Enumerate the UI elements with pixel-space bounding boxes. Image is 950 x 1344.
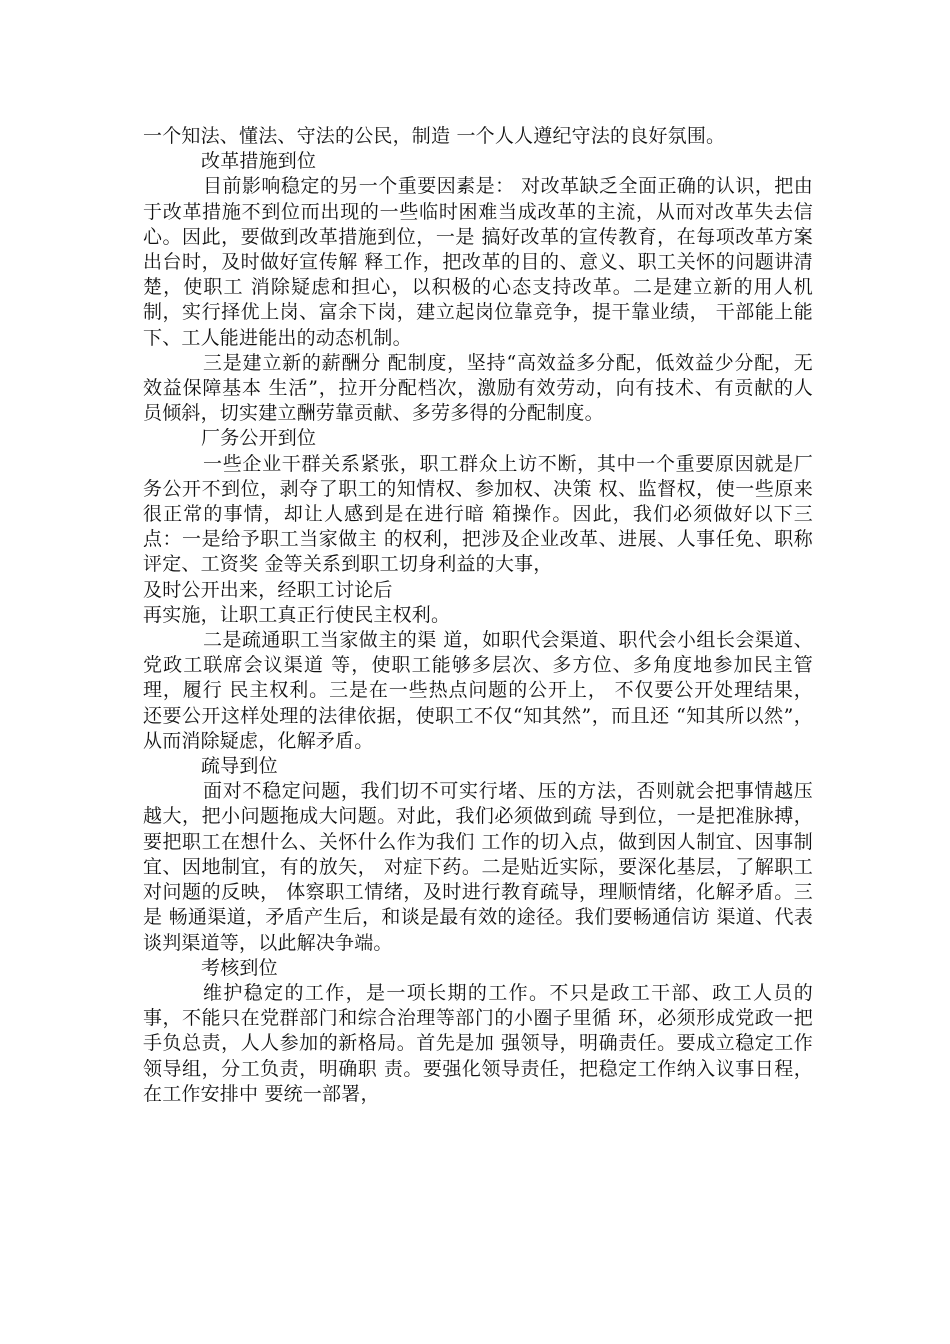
section-heading-assessment: 考核到位 xyxy=(201,956,278,979)
paragraph-reform-1: 目前影响稳定的另一个重要因素是： 对改革缺乏全面正确的认识，把由于改革措施不到位而出现的一些临时困难当成改革的主流，从而对改革失去信心。因此，要做到改革措施到位，一是 搞好改革的宣传教育，在每项改革方案出台时，及时做好宣传解 释工作，把改革的目的、意义、职工关怀的问题讲清楚，使职工 消除疑虑和担心，以积极的心态支持改革。二是建立新的用人机 制，实行择优上岗、富余下岗，建立起岗位靠竞争，提干靠业绩， 干部能上能下、工人能进能出的动态机制。 xyxy=(143,175,813,349)
paragraph-factory-affairs-2: 及时公开出来，经职工讨论后 xyxy=(143,578,393,601)
paragraph-guidance: 面对不稳定问题，我们切不可实行堵、压的方法，否则就会把事情越压越大，把小问题拖成大问题。对此，我们必须做到疏 导到位，一是把准脉搏，要把职工在想什么、关怀什么作为我们 工作的切入点，做到因人制宜、因事制宜、因地制宜，有的放矢， 对症下药。二是贴近实际，要深化基层，了解职工对问题的反映， 体察职工情绪，及时进行教育疏导，理顺情绪，化解矛盾。三是 畅通渠道，矛盾产生后，和谈是最有效的途径。我们要畅通信访 渠道、代表谈判渠道等，以此解决争端。 xyxy=(143,780,813,954)
paragraph-reform-2: 三是建立新的薪酬分 配制度，坚持“高效益多分配，低效益少分配，无效益保障基本 生活”，拉开分配档次，激励有效劳动，向有技术、有贡献的人 员倾斜，切实建立酬劳靠贡献、多劳多得的分配制度。 xyxy=(143,351,813,425)
document-page xyxy=(143,124,813,1107)
section-heading-factory-affairs: 厂务公开到位 xyxy=(201,427,317,450)
paragraph-factory-affairs-3: 再实施，让职工真正行使民主权利。 xyxy=(143,603,451,626)
paragraph-intro-line: 一个知法、懂法、守法的公民，制造 一个人人遵纪守法的良好氛围。 xyxy=(143,125,726,147)
section-heading-reform: 改革措施到位 xyxy=(201,150,317,173)
paragraph-factory-affairs-4: 二是疏通职工当家做主的渠 道，如职代会渠道、职代会小组长会渠道、党政工联席会议渠道 等，使职工能够多层次、多方位、多角度地参加民主管理，履行 民主权利。三是在一些热点问题的公开上， 不仅要公开处理结果， 还要公开这样处理的法律依据，使职工不仅“知其然”，而且还 “知其所以然”，从而消除疑虑，化解矛盾。 xyxy=(143,629,813,752)
paragraph-factory-affairs-1: 一些企业干群关系紧张，职工群众上访不断，其中一个重要原因就是厂务公开不到位，剥夺了职工的知情权、参加权、决策 权、监督权，使一些原来很正常的事情，却让人感到是在进行暗 箱操作。因此，我们必须做好以下三点：一是给予职工当家做主 的权利，把涉及企业改革、进展、人事任免、职称评定、工资奖 金等关系到职工切身利益的大事， xyxy=(143,452,813,576)
section-heading-guidance: 疏导到位 xyxy=(201,755,278,778)
paragraph-assessment: 维护稳定的工作，是一项长期的工作。不只是政工干部、政工人员的事，不能只在党群部门和综合治理等部门的小圈子里循 环，必须形成党政一把手负总责，人人参加的新格局。首先是加 强领导，明确责任。要成立稳定工作领导组，分工负责，明确职 责。要强化领导责任，把稳定工作纳入议事日程，在工作安排中 要统一部署， xyxy=(143,981,813,1105)
